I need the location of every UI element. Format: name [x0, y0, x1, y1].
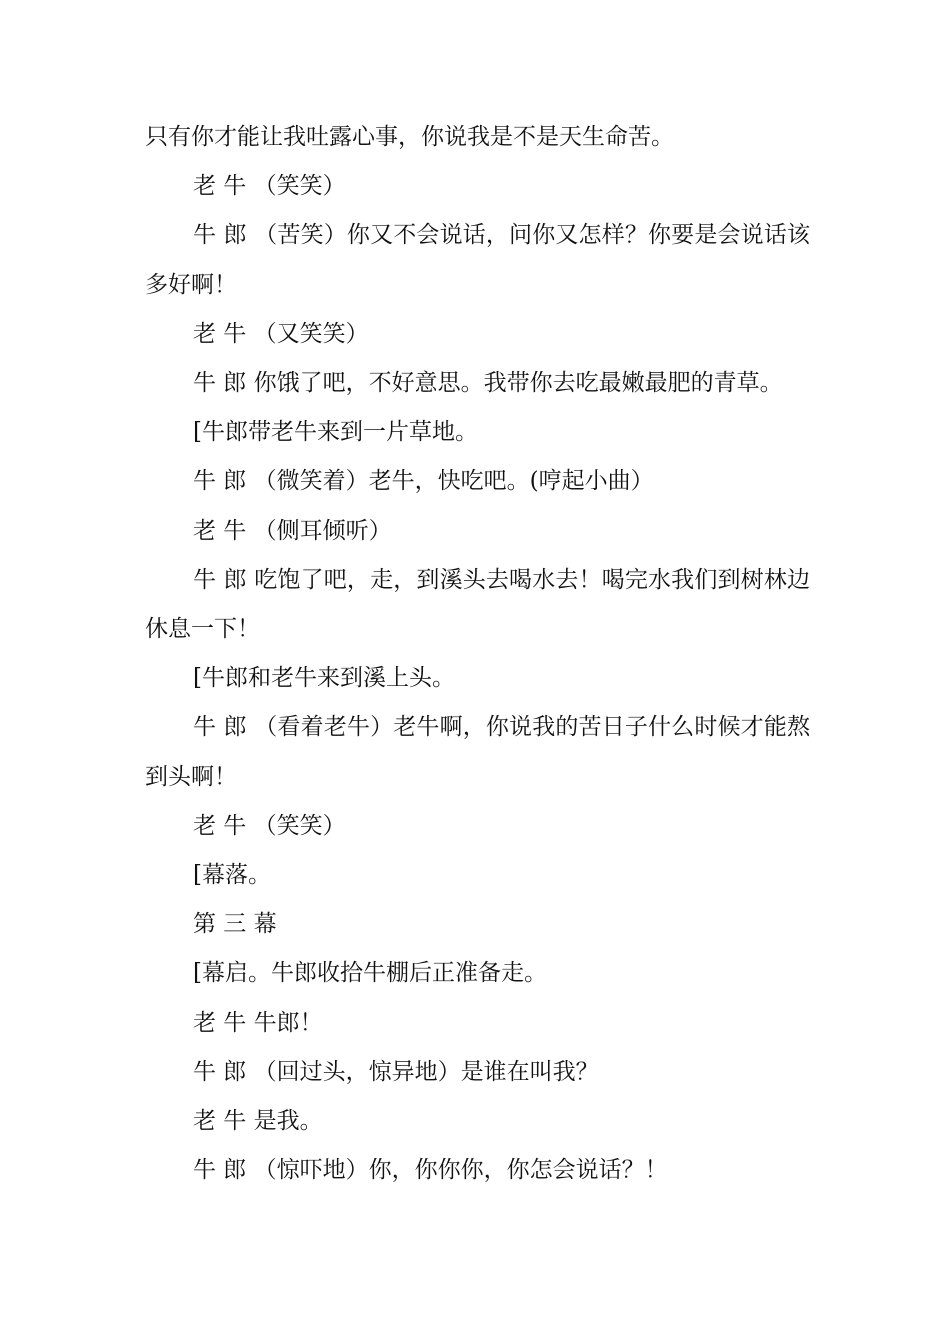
paragraph-continuation: 只有你才能让我吐露心事，你说我是不是天生命苦。	[145, 124, 674, 150]
stage-direction: [幕启。牛郎收拾牛棚后正准备走。	[193, 960, 547, 987]
dialogue-line: 牛 郎 （看着老牛）老牛啊，你说我的苦日子什么时候才能熬到头啊！	[145, 714, 810, 790]
dialogue-line: 老 牛 （侧耳倾听）	[193, 517, 392, 544]
dialogue-line: 老 牛 是我。	[193, 1108, 323, 1135]
dialogue-line: 牛 郎 （苦笑）你又不会说话，问你又怎样？你要是会说话该多好啊！	[145, 222, 810, 298]
stage-direction: [牛郎带老牛来到一片草地。	[193, 419, 478, 446]
dialogue-line: 牛 郎 吃饱了吧，走，到溪头去喝水去！喝完水我们到树林边休息一下！	[145, 566, 810, 643]
dialogue-line: 牛 郎 （微笑着）老牛，快吃吧。(哼起小曲）	[193, 468, 654, 495]
act-heading: 第 三 幕	[193, 911, 277, 938]
stage-direction: [幕落。	[193, 862, 271, 889]
dialogue-line: 牛 郎 你饿了吧，不好意思。我带你去吃最嫩最肥的青草。	[193, 370, 783, 397]
dialogue-line: 牛 郎 （回过头，惊异地）是谁在叫我？	[193, 1058, 599, 1085]
dialogue-line: 老 牛 （笑笑）	[193, 173, 346, 200]
stage-direction: [牛郎和老牛来到溪上头。	[193, 665, 455, 692]
dialogue-line: 老 牛 牛郎！	[193, 1009, 323, 1036]
dialogue-line: 老 牛 （又笑笑）	[193, 320, 369, 347]
dialogue-line: 老 牛 （笑笑）	[193, 812, 346, 839]
script-text-block	[145, 113, 810, 1195]
dialogue-line: 牛 郎 （惊吓地）你，你你你，你怎会说话？！	[193, 1157, 668, 1184]
